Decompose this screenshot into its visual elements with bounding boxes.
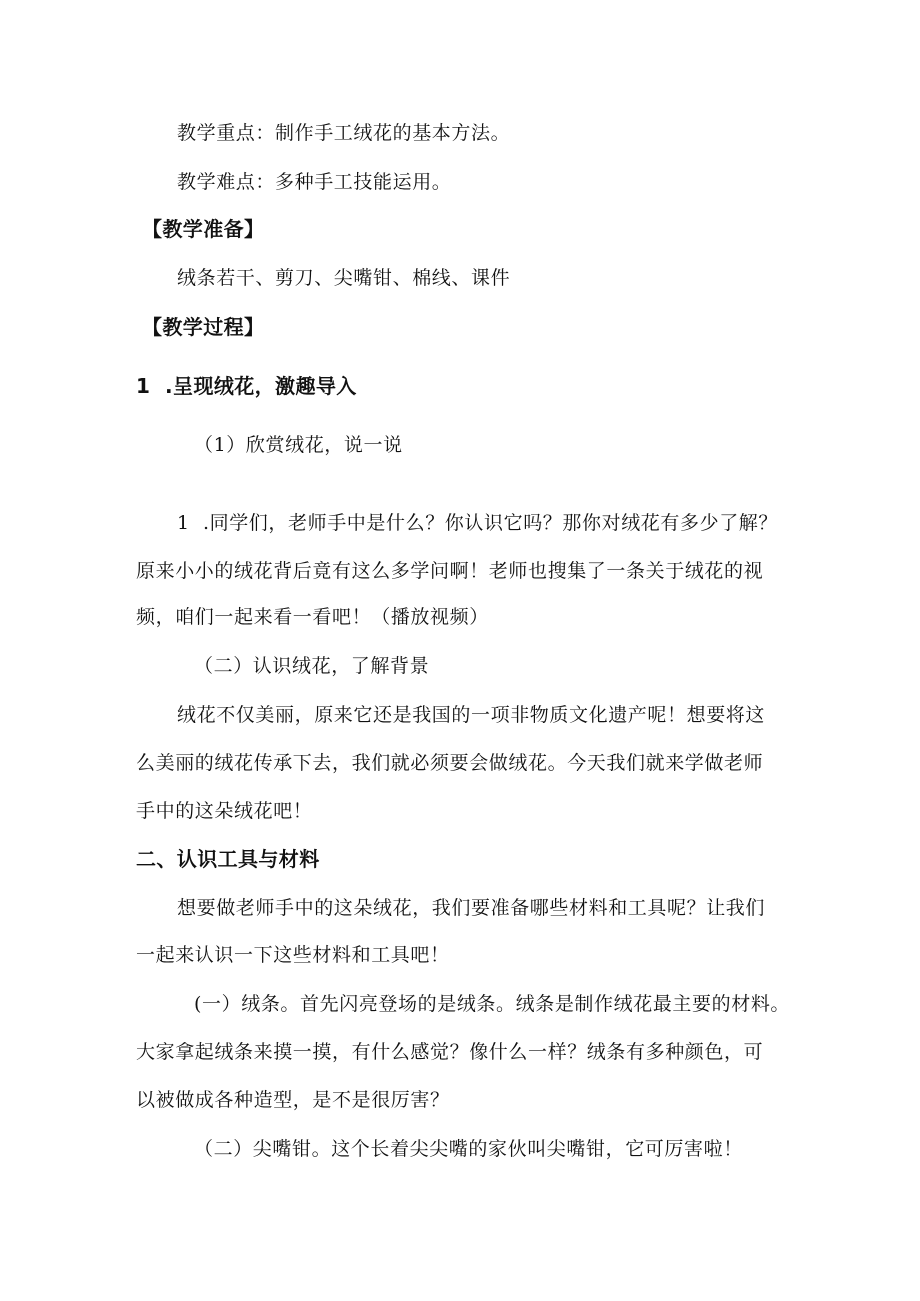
sub1-heading: （1）欣赏绒花，说一说 <box>194 434 403 456</box>
section2-heading: 二、认识工具与材料 <box>136 847 320 871</box>
para1-line-2: 原来小小的绒花背后竟有这么多学问啊！老师也搜集了一条关于绒花的视 <box>136 560 764 582</box>
sub2-heading: （二）认识绒花，了解背景 <box>194 655 430 677</box>
para3-line-1: 想要做老师手中的这朵绒花，我们要准备哪些材料和工具呢？让我们 <box>177 897 766 919</box>
para2-line-2: 么美丽的绒花传承下去，我们就必须要会做绒花。今天我们就来学做老师 <box>136 752 764 774</box>
para1-line-3: 频，咱们一起来看一看吧！（播放视频） <box>136 606 489 628</box>
para5-line: （二）尖嘴钳。这个长着尖尖嘴的家伙叫尖嘴钳，它可厉害啦！ <box>194 1138 743 1160</box>
para2-line-3: 手中的这朵绒花吧！ <box>136 800 313 822</box>
para4-line-3: 以被做成各种造型，是不是很厉害？ <box>136 1089 450 1111</box>
difficult-point-line: 教学难点：多种手工技能运用。 <box>177 171 452 193</box>
para2-line-1: 绒花不仅美丽，原来它还是我国的一项非物质文化遗产呢！想要将这 <box>177 704 766 726</box>
prep-items: 绒条若干、剪刀、尖嘴钳、棉线、课件 <box>177 267 511 289</box>
process-heading: 【教学过程】 <box>142 315 265 339</box>
prep-heading: 【教学准备】 <box>142 217 265 241</box>
section1-heading: 1 .呈现绒花，激趣导入 <box>136 374 357 398</box>
para1-line-1: 1 .同学们，老师手中是什么？你认识它吗？那你对绒花有多少了解？ <box>177 512 779 534</box>
para3-line-2: 一起来认识一下这些材料和工具吧！ <box>136 944 450 966</box>
para4-line-2: 大家拿起绒条来摸一摸，有什么感觉？像什么一样？绒条有多种颜色，可 <box>136 1041 764 1063</box>
para4-line-1: (一）绒条。首先闪亮登场的是绒条。绒条是制作绒花最主要的材料。 <box>194 993 791 1015</box>
key-point-line: 教学重点：制作手工绒花的基本方法。 <box>177 122 511 144</box>
